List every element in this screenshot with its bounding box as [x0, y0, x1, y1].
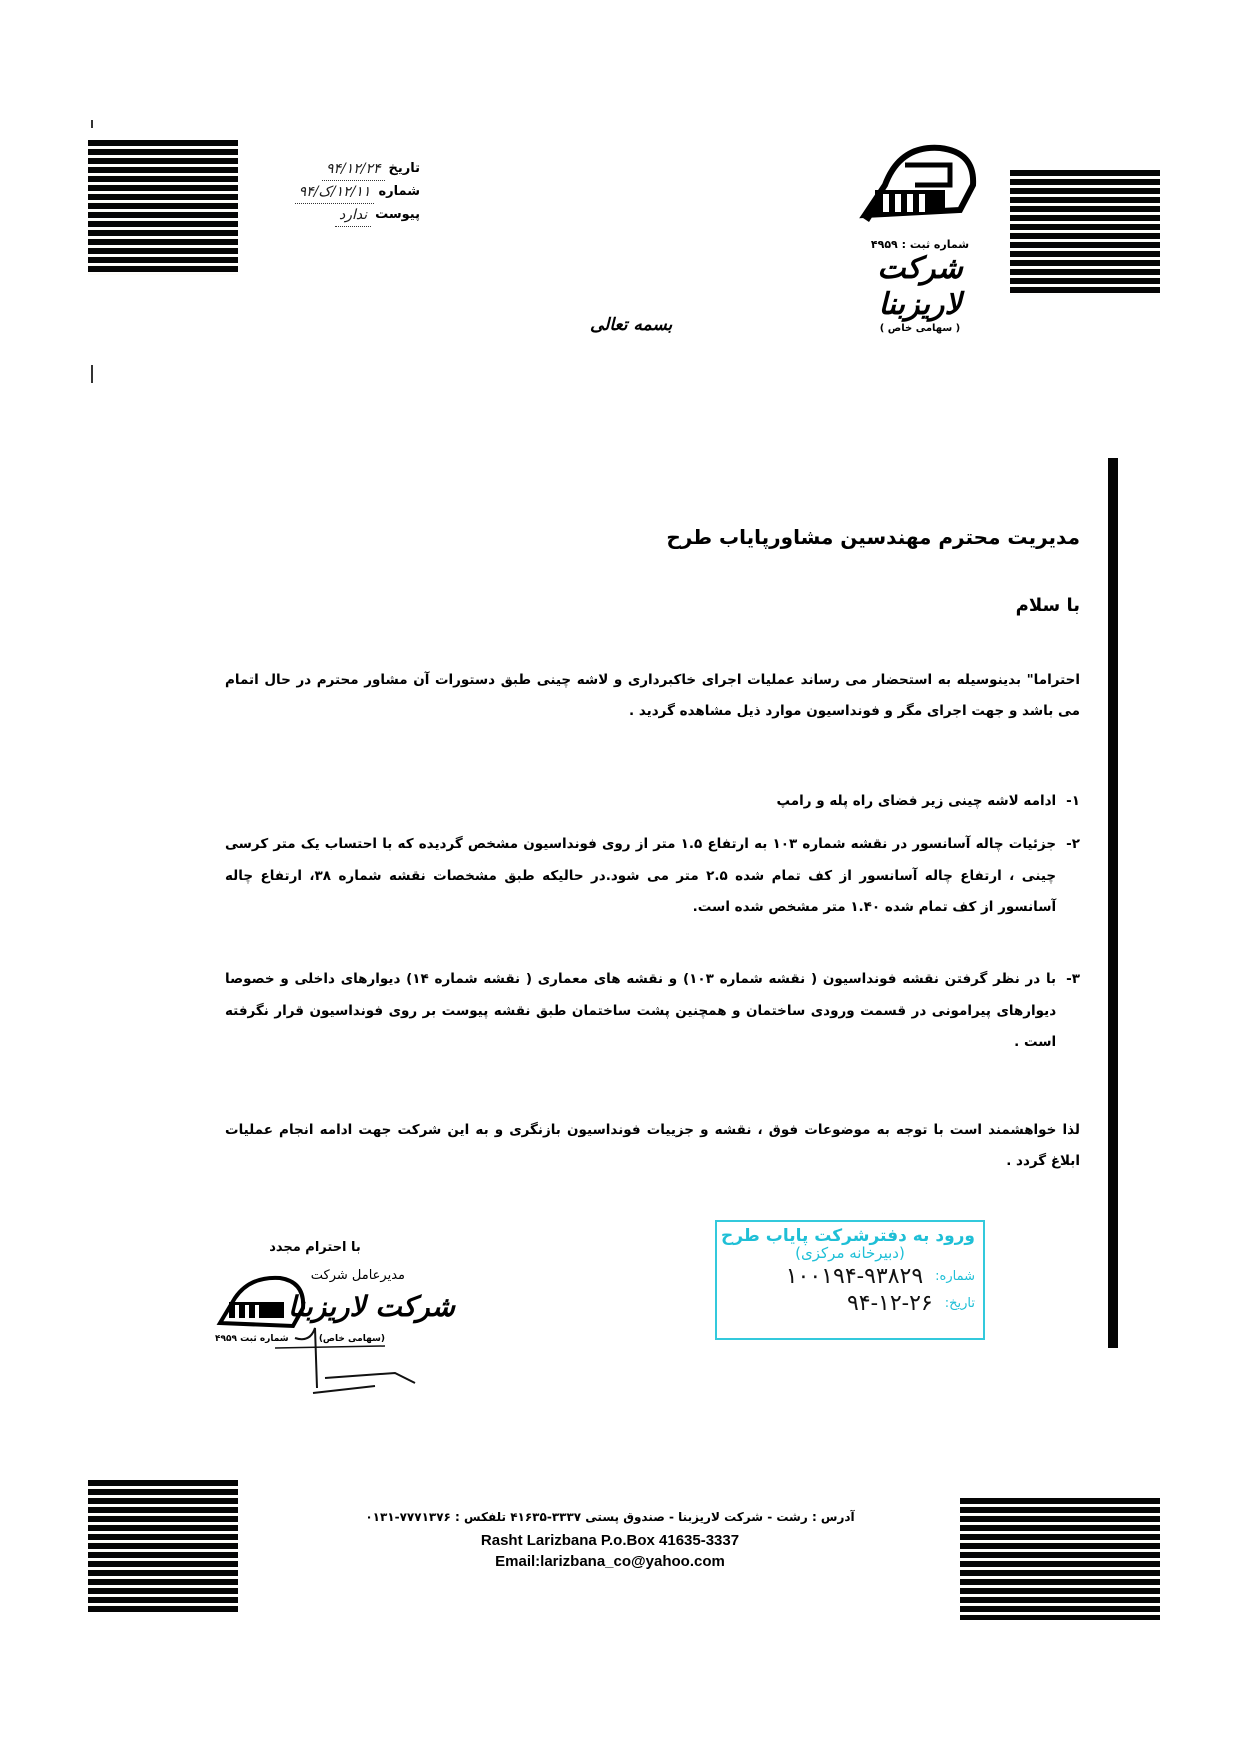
attachment-label: پیوست	[375, 207, 420, 222]
item-number: ۲-	[1066, 836, 1080, 852]
receipt-stamp	[715, 1220, 985, 1340]
item-text: جزئیات چاله آسانسور در نقشه شماره ۱۰۳ به ارتفاع ۱.۵ متر از روی فونداسیون مشخص گردیده که با احتساب یک متر کرسی چینی ، ارتفاع چاله آسانسور از کف تمام شده ۲.۵ متر می شود.در حالیکه طبق مشخصات نقشه شماره ۳۸، ارتفاع چاله آسانسور از کف تمام شده ۱.۴۰ متر مشخص شده است.	[225, 836, 1057, 915]
receipt-number-label: شماره:	[935, 1269, 975, 1284]
item-number: ۳-	[1066, 971, 1080, 987]
item-number: ۱-	[1066, 793, 1080, 809]
receipt-number-row	[725, 1264, 975, 1289]
building-logo-icon	[855, 140, 985, 230]
signer-title: مدیرعامل شرکت	[310, 1268, 405, 1283]
attachment-row	[230, 204, 420, 227]
list-item	[225, 964, 1080, 1059]
stripe-block-bottom-right	[960, 1498, 1160, 1620]
number-value: ۱۲/۱۱/ک/۹۴	[295, 181, 375, 204]
signature-block	[215, 1268, 455, 1398]
registration-number: شماره ثبت : ۴۹۵۹	[870, 238, 970, 251]
stamp-company-name: شرکت لاریزبنا	[288, 1290, 455, 1323]
receipt-number-value: ۱۰۰۱۹۴-۹۳۸۲۹	[785, 1264, 924, 1289]
margin-tick	[91, 365, 93, 383]
footer-email: Email:larizbana_co@yahoo.com	[495, 1553, 725, 1570]
letterhead-footer	[330, 1510, 890, 1570]
footer-address-en: Rasht Larizbana P.o.Box 41635-3337	[480, 1532, 740, 1549]
date-row	[230, 158, 420, 181]
company-type: ( سهامی خاص )	[879, 323, 961, 334]
company-logo	[840, 140, 1000, 334]
company-name: شرکت لاریزبنا	[877, 251, 963, 322]
footer-address-fa: آدرس : رشت - شرکت لاریزبنا - صندوق پستی ۳۳۳۷-۴۱۶۳۵ تلفکس : ۷۷۷۱۳۷۶-۰۱۳۱	[365, 1510, 855, 1524]
item-text: ادامه لاشه چینی زیر فضای راه پله و رامپ	[776, 793, 1057, 809]
stripe-block-bottom-left	[88, 1480, 238, 1612]
margin-tick	[91, 120, 93, 128]
receipt-date-label: تاریخ:	[944, 1296, 975, 1311]
letter-metadata	[230, 158, 420, 227]
closing-phrase: با احترام مجدد	[269, 1240, 361, 1255]
date-label: تاریخ	[388, 161, 420, 176]
stripe-block-top-left	[88, 140, 238, 275]
receipt-date-value: ۹۴-۱۲-۲۶	[846, 1291, 933, 1316]
addressee: مدیریت محترم مهندسین مشاورپایاب طرح	[666, 525, 1080, 549]
request-paragraph: لذا خواهشمند است با توجه به موضوعات فوق ، نقشه و جزییات فونداسیون بازنگری و به این شرکت جهت ادامه انجام عملیات ابلاغ گردد .	[225, 1122, 1080, 1169]
attachment-value: ندارد	[335, 204, 371, 227]
date-value: ۹۴/۱۲/۲۴	[322, 158, 385, 181]
receipt-date-row	[725, 1291, 975, 1316]
receipt-stamp-title: ورود به دفترشرکت پایاب طرح	[720, 1226, 975, 1246]
item-text: با در نظر گرفتن نقشه فونداسیون ( نقشه شماره ۱۰۳) و نقشه های معماری ( نقشه شماره ۱۴) دیوارهای داخلی و خصوصا دیوارهای پیرامونی در قسمت ورودی ساختمان و همچنین پشت ساختمان طبق نقشه پیوست بر روی فونداسیون قرار نگرفته است .	[225, 971, 1057, 1050]
number-label: شماره	[378, 184, 420, 199]
stamp-registration: شماره ثبت ۴۹۵۹	[215, 1334, 289, 1344]
greeting: با سلام	[1015, 595, 1080, 616]
intro-paragraph: احتراما" بدینوسیله به استحضار می رساند عملیات اجرای خاکبرداری و لاشه چینی طبق دستورات آن مشاور محترم در حال اتمام می باشد و جهت اجرای مگر و فونداسیون موارد ذیل مشاهده گردید .	[225, 672, 1080, 719]
stripe-block-top-right	[1010, 170, 1160, 295]
margin-bar	[1108, 458, 1118, 1348]
number-row	[230, 181, 420, 204]
receipt-stamp-subtitle: (دبیرخانه مرکزی)	[795, 1244, 905, 1262]
invocation: بسمه تعالی	[590, 315, 673, 335]
signature-stamp-logo-icon	[215, 1268, 455, 1398]
list-item	[225, 829, 1080, 924]
stamp-company-type: (سهامی خاص)	[318, 1334, 385, 1344]
list-item	[225, 786, 1080, 818]
